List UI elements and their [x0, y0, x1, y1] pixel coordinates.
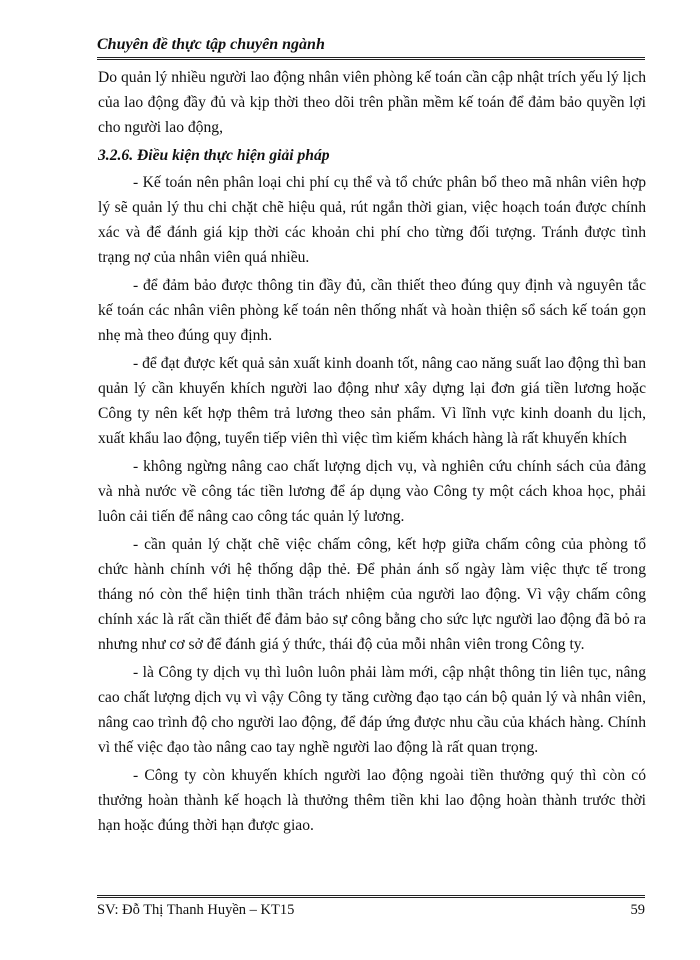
- paragraph: - để đạt được kết quả sản xuất kinh doanh tốt, nâng cao năng suất lao động thì ban quản lý cần khuyến khích người lao động như xây dựng lại đơn giá tiền lương hoặc Công ty nên kết hợp thêm trả lương theo sản phẩm. Vì lĩnh vực kinh doanh du lịch, xuất khẩu lao động, tuyển tiếp viên thì việc tìm kiếm khách hàng là rất khuyến khích: [98, 355, 646, 447]
- paragraph: - để đảm bảo được thông tin đầy đủ, cần thiết theo đúng quy định và nguyên tắc kế toán các nhân viên phòng kế toán nên thống nhất và hoàn thiện sổ sách kế toán gọn nhẹ mà theo đúng quy định.: [98, 277, 646, 344]
- footer-student: SV: Đỗ Thị Thanh Huyền – KT15: [97, 902, 295, 918]
- header-title: Chuyên đề thực tập chuyên ngành: [97, 36, 325, 53]
- page-header: [97, 36, 645, 60]
- page-number: 59: [630, 902, 645, 918]
- paragraph: - Kế toán nên phân loại chi phí cụ thể và tổ chức phân bổ theo mã nhân viên hợp lý sẽ quản lý thu chi chặt chẽ hiệu quả, rút ngắn thời gian, việc hoạch toán được chính xác và để đánh giá kịp thời các khoản chi phí cho từng đối tượng. Tránh được tình trạng nợ của nhân viên quá nhiều.: [98, 174, 646, 266]
- intro-paragraph: Do quản lý nhiều người lao động nhân viên phòng kế toán cần cập nhật trích yếu lý lịch của lao động đầy đủ và kịp thời theo dõi trên phần mềm kế toán để đảm bảo quyền lợi cho người lao động,: [98, 69, 646, 136]
- section-title: 3.2.6. Điều kiện thực hiện giải pháp: [98, 147, 330, 164]
- paragraph: - Công ty còn khuyến khích người lao động ngoài tiền thưởng quý thì còn có thưởng hoàn thành kế hoạch là thưởng thêm tiền khi lao động hoàn thành trước thời hạn hoặc đúng thời hạn được giao.: [98, 767, 646, 834]
- paragraph: - là Công ty dịch vụ thì luôn luôn phải làm mới, cập nhật thông tin liên tục, nâng cao chất lượng dịch vụ vì vậy Công ty tăng cường đạo tạo cán bộ quản lý và nhân viên, nâng cao trình độ cho người lao động, để đáp ứng được nhu cầu của khách hàng. Chính vì thế việc đạo tào nâng cao tay nghề người lao động là rất quan trọng.: [98, 664, 646, 756]
- page-footer: [97, 895, 645, 919]
- paragraph: - cần quản lý chặt chẽ việc chấm công, kết hợp giữa chấm công của phòng tổ chức hành chính với hệ thống dập thẻ. Để phản ánh số ngày làm việc thực tế trong tháng nó còn thể hiện tinh thần trách nhiệm của người lao động. Vì vậy chấm công chính xác là rất cần thiết để đảm bảo sự công bằng cho sức lực người lao động đã bỏ ra nhưng như cơ sở để đánh giá ý thức, thái độ của mỗi nhân viên trong Công ty.: [98, 536, 646, 653]
- document-body: [98, 65, 646, 841]
- paragraph: - không ngừng nâng cao chất lượng dịch vụ, và nghiên cứu chính sách của đảng và nhà nước về công tác tiền lương để áp dụng vào Công ty một cách khoa học, phải luôn cải tiến để nâng cao công tác quản lý lương.: [98, 458, 646, 525]
